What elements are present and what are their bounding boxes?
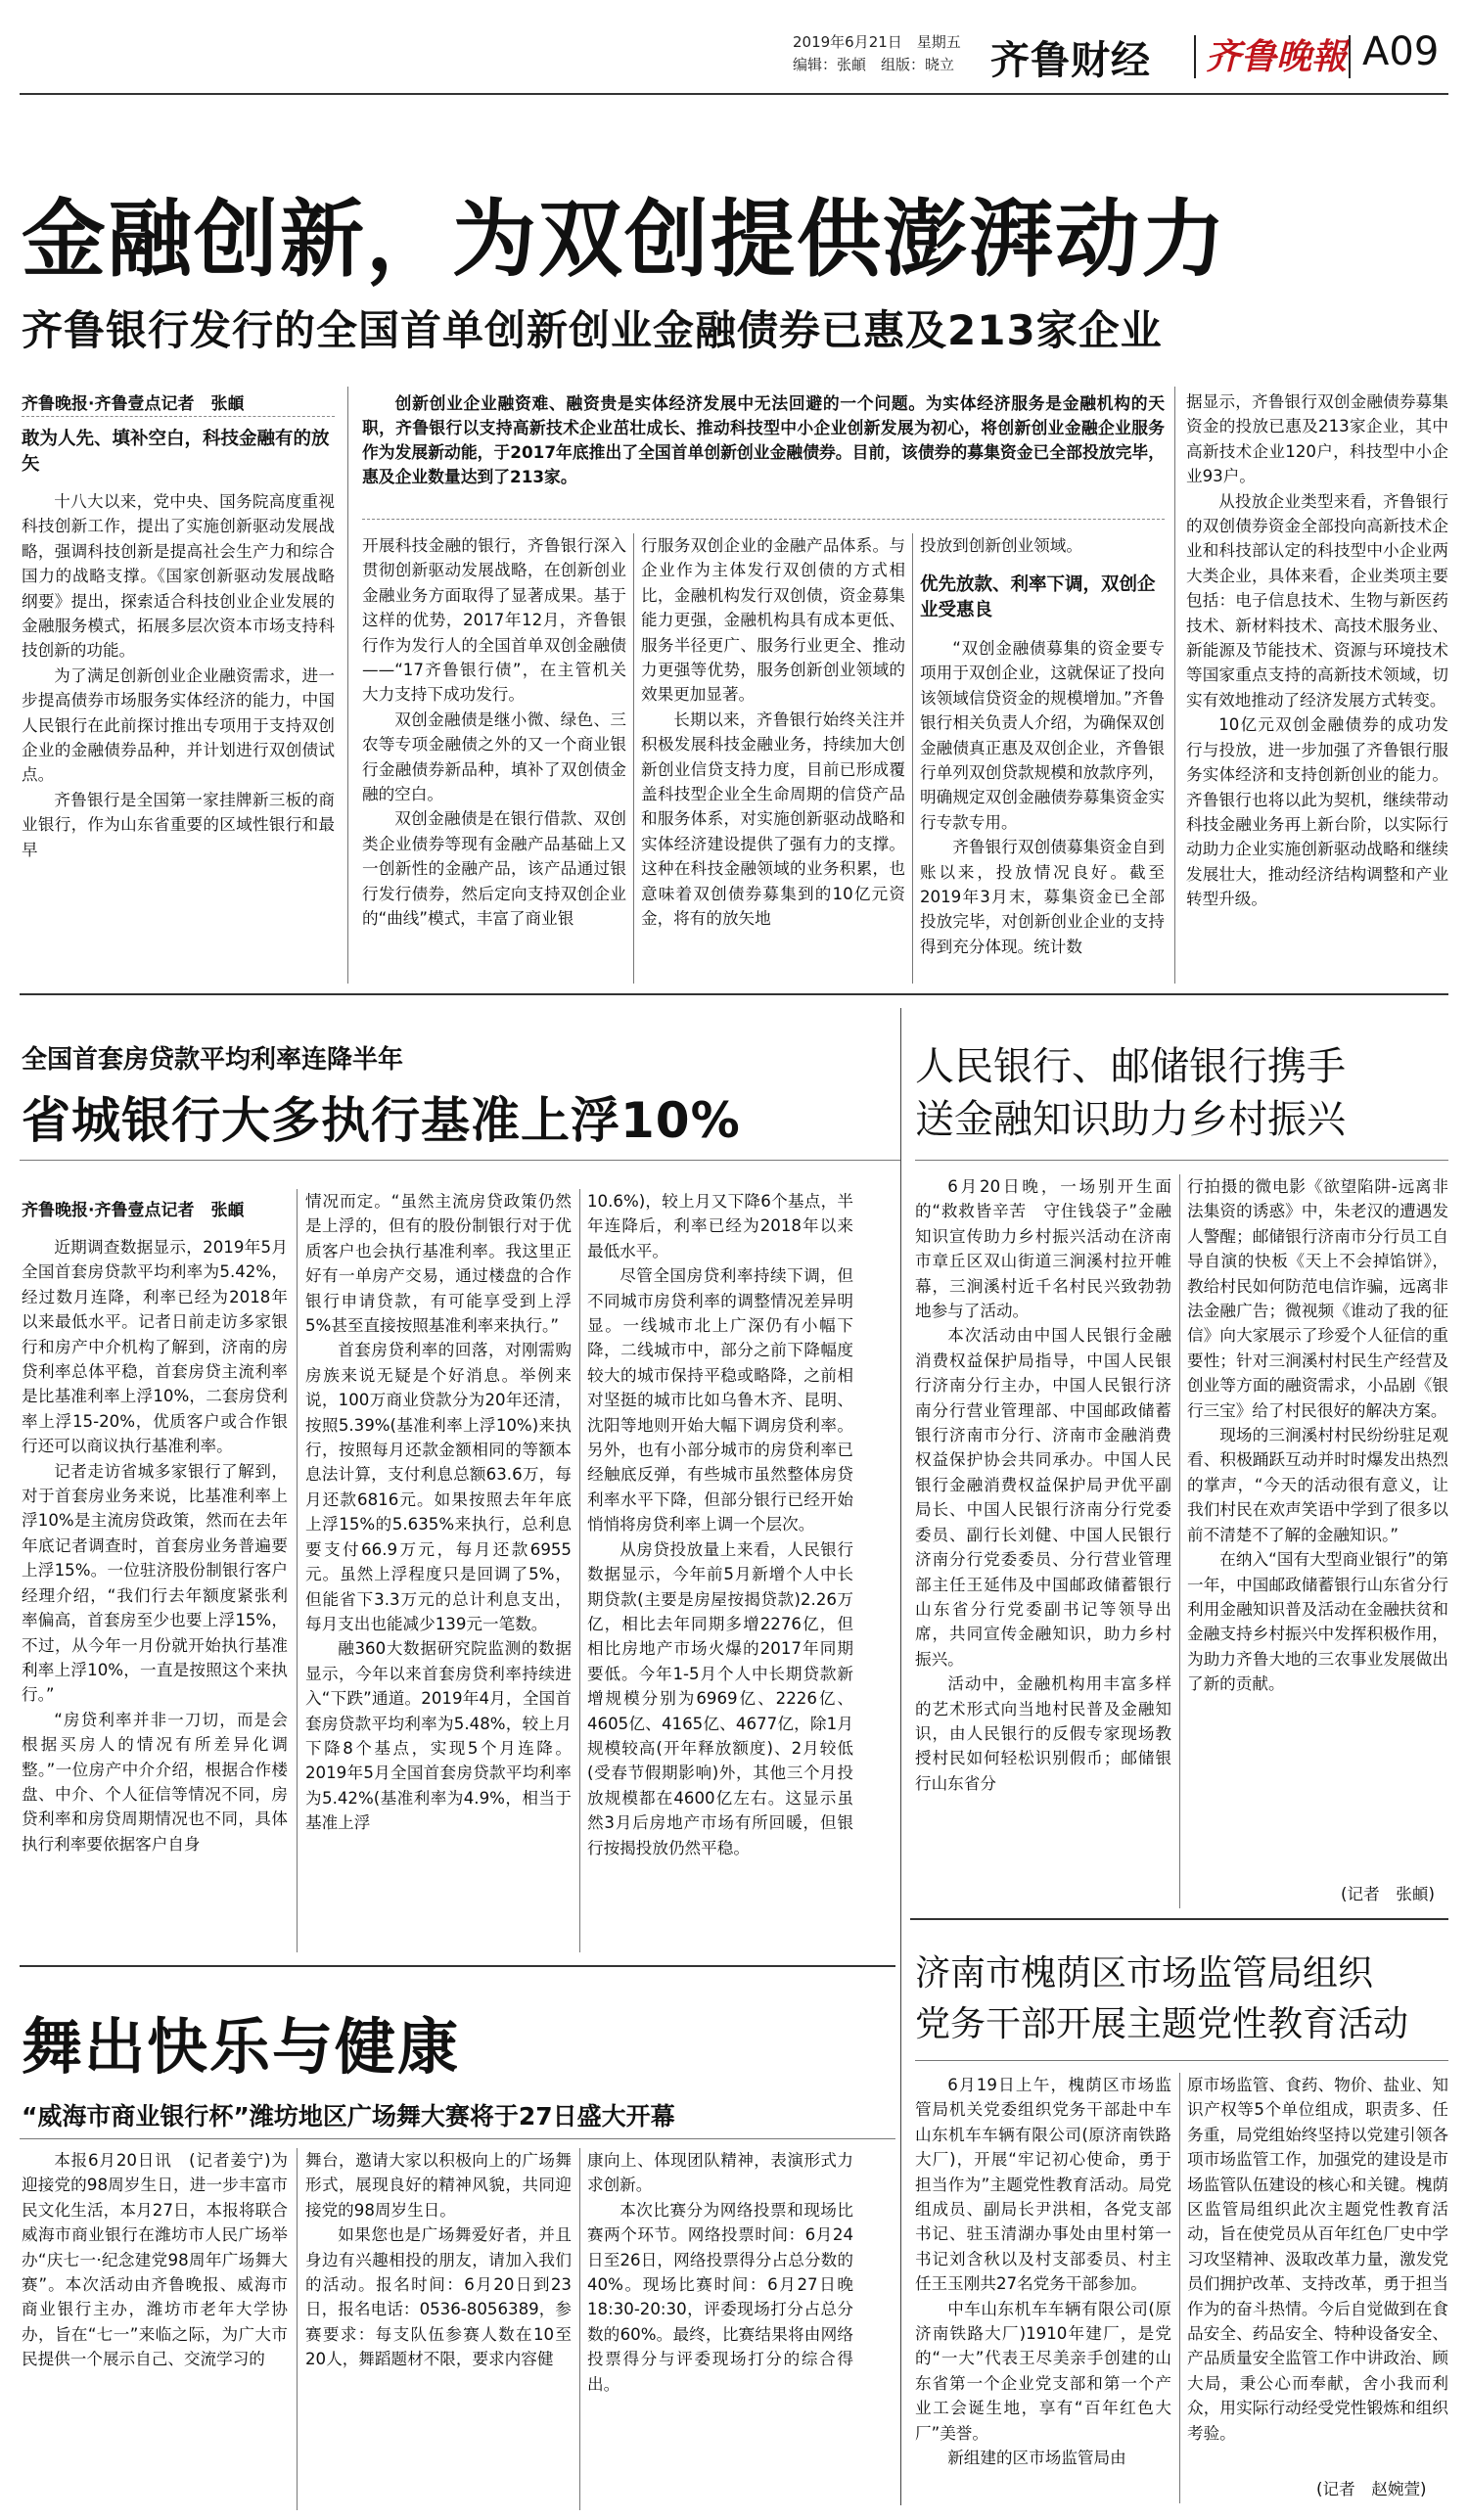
story2-col2 [305,1189,572,1952]
lead-col2 [362,533,626,979]
story4-headline-1: 济南市槐荫区市场监管局组织 [915,1953,1374,1993]
paragraph: 6月19日上午，槐荫区市场监管局机关党委组织党务干部赴中车山东机车车辆有限公司(原济南铁路大厂)，开展“牢记初心使命，勇于担当作为”主题党性教育活动。局党组成员、副局长尹洪相，各党支部书记、驻玉清湖办事处由里村第一书记刘含秋以及村支部委员、村主任王玉刚共27名党务干部参加。 [915,2076,1171,2294]
paragraph: 从房贷投放量上来看，人民银行数据显示，今年前5月新增个人中长期贷款(主要是房屋按揭贷款)2.26万亿，相比去年同期多增2276亿，但相比房地产市场火爆的2017年同期要低。今年1-5月个人中长期贷款新增规模分别为6969亿、2226亿、4605亿、4165亿、4677亿，除1月规模较高(开年释放额度)、2月较低(受春节假期影响)外，其他三个月投放规模都在4600亿左右。这显示虽然3月后房地产市场有所回暖，但银行按揭投放仍然平稳。 [587,1539,853,1857]
section-rule [910,1918,1448,1920]
paragraph: 从投放企业类型来看，齐鲁银行的双创债券资金全部投向高新技术企业和科技部认定的科技型中小企业两大类企业，具体来看，企业类项主要包括：电子信息技术、生物与新医药技术、新材料技术、高技术服务业、新能源及节能技术、资源与环境技术等国家重点支持的高新技术领域，切实有效地推动了经济发展方式转变。 [1186,491,1448,710]
issue-date: 2019年6月21日 星期五 [793,33,961,51]
story2-head-rule [20,1160,900,1161]
section-title: 齐鲁财经 [990,38,1151,83]
story2-headline: 省城银行大多执行基准上浮10% [22,1092,741,1149]
story2-byline: 齐鲁晚报·齐鲁壹点记者 张頔 [22,1201,245,1220]
story-divider [900,1008,901,2505]
col-rule [912,533,913,984]
paragraph: 10亿元双创金融债券的成功发行与投放，进一步加强了齐鲁银行服务实体经济和支持创新创业的能力。齐鲁银行也将以此为契机，继续带动科技金融业务再上新台阶，以实际行动助力企业实施创新驱动战略和继续发展壮大，推动经济结构调整和产业转型升级。 [1186,715,1448,909]
byline-dash [22,416,335,417]
paragraph: 齐鲁银行双创债募集资金自到账以来，投放情况良好。截至2019年3月末，募集资金已全部投放完毕，对创新创业企业的支持得到充分体现。统计数 [920,838,1165,956]
story2-kicker: 全国首套房贷款平均利率连降半年 [22,1045,404,1075]
paragraph: 尽管全国房贷利率持续下调，但不同城市房贷利率的调整情况差异明显。一线城市北上广深仍有小幅下降，二线城市中，部分之前下降幅度较大的城市保持平稳或略降，之前相对坚挺的城市比如乌鲁木齐、昆明、沈阳等地则开始大幅下调房贷利率。另外，也有小部分城市的房贷利率已经触底反弹，有些城市虽然整体房贷利率水平下降，但部分银行已经开始悄悄将房贷利率上调一个层次。 [587,1266,853,1535]
col-rule [633,533,634,984]
story4-headline-2: 党务干部开展主题党性教育活动 [915,2004,1409,2044]
lead-col1 [22,489,335,979]
paragraph: 创新创业企业融资难、融资贵是实体经济发展中无法回避的一个问题。为实体经济服务是金融机构的天职，齐鲁银行以支持高新技术企业茁壮成长、推动科技型中小企业创新发展为初心，将创新创业金融企业服务作为发展新动能，于2017年底推出了全国首单创新创业金融债券。目前，该债券的募集资金已全部投放完毕，惠及企业数量达到了213家。 [362,393,1165,486]
story3-col2 [1187,1174,1448,1879]
story2-col1 [22,1235,288,1949]
paragraph: 本报6月20日讯 (记者姜宁)为迎接党的98周岁生日，进一步丰富市民文化生活，本月27日，本报将联合威海市商业银行在潍坊市人民广场举办“庆七一·纪念建党98周年广场舞大赛”。本次活动由齐鲁晚报、威海市商业银行主办，潍坊市老年大学协办，旨在“七一”来临之际，为广大市民提供一个展示自己、交流学习的 [22,2151,288,2369]
paragraph: 齐鲁银行是全国第一家挂牌新三板的商业银行，作为山东省重要的区域性银行和最早 [22,790,335,859]
lead-col4b [920,636,1165,979]
paragraph: “双创金融债募集的资金要专项用于双创企业，这就保证了投向该领域信贷资金的规模增加。”齐鲁银行相关负责人介绍，为确保双创金融债真正惠及双创企业，齐鲁银行单列双创贷款规模和放款序列，明确规定双创金融债券募集资金实行专款专用。 [920,639,1165,832]
col-rule [1179,2073,1180,2503]
story5-col1 [22,2148,288,2510]
paragraph: 长期以来，齐鲁银行始终关注并积极发展科技金融业务，持续加大创新创业信贷支持力度，目前已形成覆盖科技型企业全生命周期的信贷产品和服务体系，对实施创新驱动战略和实体经济建设提供了强有力的支撑。这种在科技金融领域的业务积累，也意味着双创债券募集到的10亿元资金，将有的放矢地 [641,710,905,929]
col-rule [579,2148,580,2510]
paragraph: 双创金融债是在银行借款、双创类企业债券等现有金融产品基础上又一创新性的金融产品，该产品通过银行发行债券，然后定向支持双创企业的“曲线”模式，丰富了商业银 [362,809,626,929]
story4-col2 [1187,2073,1448,2474]
header-divider [1194,35,1196,78]
col-rule [1174,387,1175,984]
paragraph: 现场的三涧溪村村民纷纷驻足观看、积极踊跃互动并时时爆发出热烈的掌声，“今天的活动很有意义，让我们村民在欢声笑语中学到了很多以前不清楚不了解的金融知识。” [1187,1426,1448,1544]
intro-dash [362,519,1165,520]
paragraph: 为了满足创新创业企业融资需求，进一步提高债券市场服务实体经济的能力，中国人民银行在此前探讨推出专项用于支持双创企业的金融债券品种，并计划进行双创债试点。 [22,665,335,785]
story2-col3 [587,1189,853,1952]
section-rule [20,993,1448,995]
story4-col1 [915,2073,1171,2503]
paragraph: 据显示，齐鲁银行双创金融债券募集资金的投放已惠及213家企业，其中高新技术企业120户，科技型中小企业93户。 [1186,392,1448,486]
header-divider-2 [1349,35,1351,78]
lead-subhead: 齐鲁银行发行的全国首单创新创业金融债券已惠及213家企业 [22,306,1163,354]
paragraph: 活动中，金融机构用丰富多样的艺术形式向当地村民普及金融知识，由人民银行的反假专家现场教授村民如何轻松识别假币；邮储银行山东省分 [915,1674,1171,1793]
story5-col3 [587,2148,853,2510]
story3-col1 [915,1174,1171,1908]
paragraph: “房贷利率并非一刀切，而是会根据买房人的情况有所差异化调整。”一位房产中介介绍，根据合作楼盘、中介、个人征信等情况不同，房贷利率和房贷周期情况也不同，具体执行利率要依据客户自身 [22,1710,288,1854]
paragraph: 6月20日晚，一场别开生面的“救救皆辛苦 守住钱袋子”金融知识宣传助力乡村振兴活动在济南市章丘区双山街道三涧溪村拉开帷幕，三涧溪村近千名村民兴致勃勃地参与了活动。 [915,1177,1171,1321]
editor-credit: 编辑：张頔 组版：晓立 [793,56,955,73]
story5-col2 [305,2148,572,2510]
story3-headline-1: 人民银行、邮储银行携手 [915,1044,1346,1089]
paragraph: 如果您也是广场舞爱好者，并且身边有兴趣相投的朋友，请加入我们的活动。报名时间：6月20日到23日，报名电话：0536-8056389，参赛要求：每支队伍参赛人数在10至20人，舞蹈题材不限，要求内容健 [305,2225,572,2369]
paragraph: 本次活动由中国人民银行金融消费权益保护局指导，中国人民银行济南分行主办，中国人民银行济南分行营业管理部、中国邮政储蓄银行济南市分行、济南市金融消费权益保护协会共同承办。中国人民银行金融消费权益保护局尹优平副局长、中国人民银行济南分行党委委员、副行长刘健、中国人民银行济南分行党委委员、分行营业管理部主任王延伟及中国邮政储蓄银行山东省分行党委副书记等领导出席，共同宣传金融知识，助力乡村振兴。 [915,1326,1171,1669]
story3-byline: (记者 张頔) [1341,1885,1435,1903]
col-rule [297,2148,298,2510]
paragraph: 近期调查数据显示，2019年5月全国首套房贷款平均利率为5.42%，经过数月连降，利率已经为2018年以来最低水平。记者日前走访多家银行和房产中介机构了解到，济南的房贷利率总体平稳，首套房贷主流利率是比基准利率上浮10%，二套房贷利率上浮15-20%，优质客户或合作银行还可以商议执行基准利率。 [22,1238,288,1456]
lead-intro [362,391,1165,519]
paragraph: 十八大以来，党中央、国务院高度重视科技创新工作，提出了实施创新驱动发展战略，强调科技创新是提高社会生产力和综合国力的战略支撑。《国家创新驱动发展战略纲要》提出，探索适合科技创业企业发展的金融服务模式，拓展多层次资本市场支持科技创新的功能。 [22,492,335,661]
paragraph: 行拍摄的微电影《欲望陷阱-远离非法集资的诱惑》中，朱老汉的遭遇发人警醒；邮储银行济南市分行员工自导自演的快板《天上不会掉馅饼》，教给村民如何防范电信诈骗，远离非法金融广告；微视频《谁动了我的征信》向大家展示了珍爱个人征信的重要性；针对三涧溪村村民生产经营及创业等方面的融资需求，小品剧《银行三宝》给了村民很好的解决方案。 [1187,1177,1448,1420]
paragraph: 记者走访省城多家银行了解到，对于首套房业务来说，比基准利率上浮10%是主流房贷政策，然而在去年年底记者调查时，首套房业务普遍要上浮15%。一位驻济股份制银行客户经理介绍，“我们行去年额度紧张利率偏高，首套房至少也要上浮15%，不过，从今年一月份就开始执行基准利率上浮10%，一直是按照这个来执行。” [22,1461,288,1705]
lead-col3 [641,533,905,979]
paragraph: 康向上、体现团队精神，表演形式力求创新。 [587,2151,853,2195]
page-number: A09 [1362,29,1440,74]
lead-headline: 金融创新，为双创提供澎湃动力 [22,191,1227,289]
paragraph: 行服务双创企业的金融产品体系。与企业作为主体发行双创债的方式相比，金融机构发行双创债，资金募集能力更强，金融机构具有成本更低、服务半径更广、服务行业更全、推动力更强等优势，服务创新创业领域的效果更加显著。 [641,536,905,705]
paragraph: 融360大数据研究院监测的数据显示，今年以来首套房贷利率持续进入“下跌”通道。2019年4月，全国首套房贷款平均利率为5.48%，较上月下降8个基点，实现5个月连降。2019年5月全国首套房贷款平均利率为5.42%(基准利率为4.9%，相当于基准上浮 [305,1639,572,1833]
header-rule [20,93,1448,95]
lead-subheading-2: 优先放款、利率下调，双创企业受惠良 [920,574,1156,620]
newspaper-logo: 齐鲁晚報 [1206,36,1348,77]
paragraph: 本次比赛分为网络投票和现场比赛两个环节。网络投票时间：6月24日至26日，网络投票得分占总分数的40%。现场比赛时间：6月27日晚18:30-20:30，评委现场打分占总分数的60%。最终，比赛结果将由网络投票得分与评委现场打分的综合得出。 [587,2200,853,2394]
story5-head-rule [20,2138,895,2139]
paragraph: 新组建的区市场监管局由 [947,2449,1126,2468]
col-rule [579,1189,580,1952]
story5-subhead: “威海市商业银行杯”潍坊地区广场舞大赛将于27日盛大开幕 [22,2102,675,2131]
col-rule [347,387,348,984]
lead-subheading-1: 敢为人先、填补空白，科技金融有的放矢 [22,429,330,475]
paragraph: 情况而定。“虽然主流房贷政策仍然是上浮的，但有的股份制银行对于优质客户也会执行基准利率。我这里正好有一单房产交易，通过楼盘的合作银行申请贷款，有可能享受到上浮5%甚至直接按照基准利率来执行。” [305,1192,572,1336]
col-rule [1179,1174,1180,1908]
story5-headline: 舞出快乐与健康 [22,2011,461,2083]
paragraph: 10.6%)，较上月又下降6个基点，半年连降后，利率已经为2018年以来最低水平。 [587,1192,853,1260]
paragraph: 投放到创新创业领域。 [920,536,1082,555]
section-rule [20,1965,895,1967]
paragraph: 原市场监管、食药、物价、盐业、知识产权等5个单位组成，职责多、任务重，局党组始终坚持以党建引领各项市场监管工作，加强党的建设是市场监管队伍建设的核心和关键。槐荫区监管局组织此次主题党性教育活动，旨在使党员从百年红色厂史中学习攻坚精神、汲取改革力量，激发党员们拥护改革、支持改革，勇于担当作为的奋斗热情。今后自觉做到在食品安全、药品安全、特种设备安全、产品质量安全监管工作中讲政治、顾大局，秉公心而奉献，舍小我而利众，用实际行动经受党性锻炼和组织考验。 [1187,2076,1448,2443]
col-rule [297,1189,298,1952]
lead-byline: 齐鲁晚报·齐鲁壹点记者 张頔 [22,394,245,414]
paragraph: 舞台，邀请大家以积极向上的广场舞形式，展现良好的精神风貌，共同迎接党的98周岁生日。 [305,2151,572,2220]
story4-byline: (记者 赵婉萱) [1316,2480,1427,2498]
paragraph: 双创金融债是继小微、绿色、三农等专项金融债之外的又一个商业银行金融债券新品种，填补了双创债金融的空白。 [362,710,626,804]
paragraph: 中车山东机车车辆有限公司(原济南铁路大厂)1910年建厂，是党的“一大”代表王尽美亲手创建的山东省第一个企业党支部和第一个产业工会诞生地，享有“百年红色大厂”美誉。 [915,2299,1171,2443]
lead-col4 [920,533,1165,561]
paragraph: 首套房贷利率的回落，对刚需购房族来说无疑是个好消息。举例来说，100万商业贷款分为20年还清，按照5.39%(基准利率上浮10%)来执行，按照每月还款金额相同的等额本息法计算，支付利息总额63.6万，每月还款6816元。如果按照去年年底上浮15%的5.635%来执行，总利息要支付66.9万元，每月还款6955元。虽然上浮程度只是回调了5%，但能省下3.3万元的总计利息支出，每月支出也能减少139元一笔数。 [305,1341,572,1633]
story4-head-rule [915,2060,1448,2061]
paragraph: 在纳入“国有大型商业银行”的第一年，中国邮政储蓄银行山东省分行利用金融知识普及活动在金融扶贫和金融支持乡村振兴中发挥积极作用，为助力齐鲁大地的三农事业发展做出了新的贡献。 [1187,1550,1448,1694]
story3-headline-2: 送金融知识助力乡村振兴 [915,1097,1346,1142]
lead-col5 [1186,389,1448,979]
paragraph: 开展科技金融的银行，齐鲁银行深入贯彻创新驱动发展战略，在创新创业金融业务方面取得了显著成果。基于这样的优势，2017年12月，齐鲁银行作为发行人的全国首单双创金融债——“17齐鲁银行债”，在主管机关大力支持下成功发行。 [362,536,626,705]
story3-head-rule [915,1160,1448,1161]
